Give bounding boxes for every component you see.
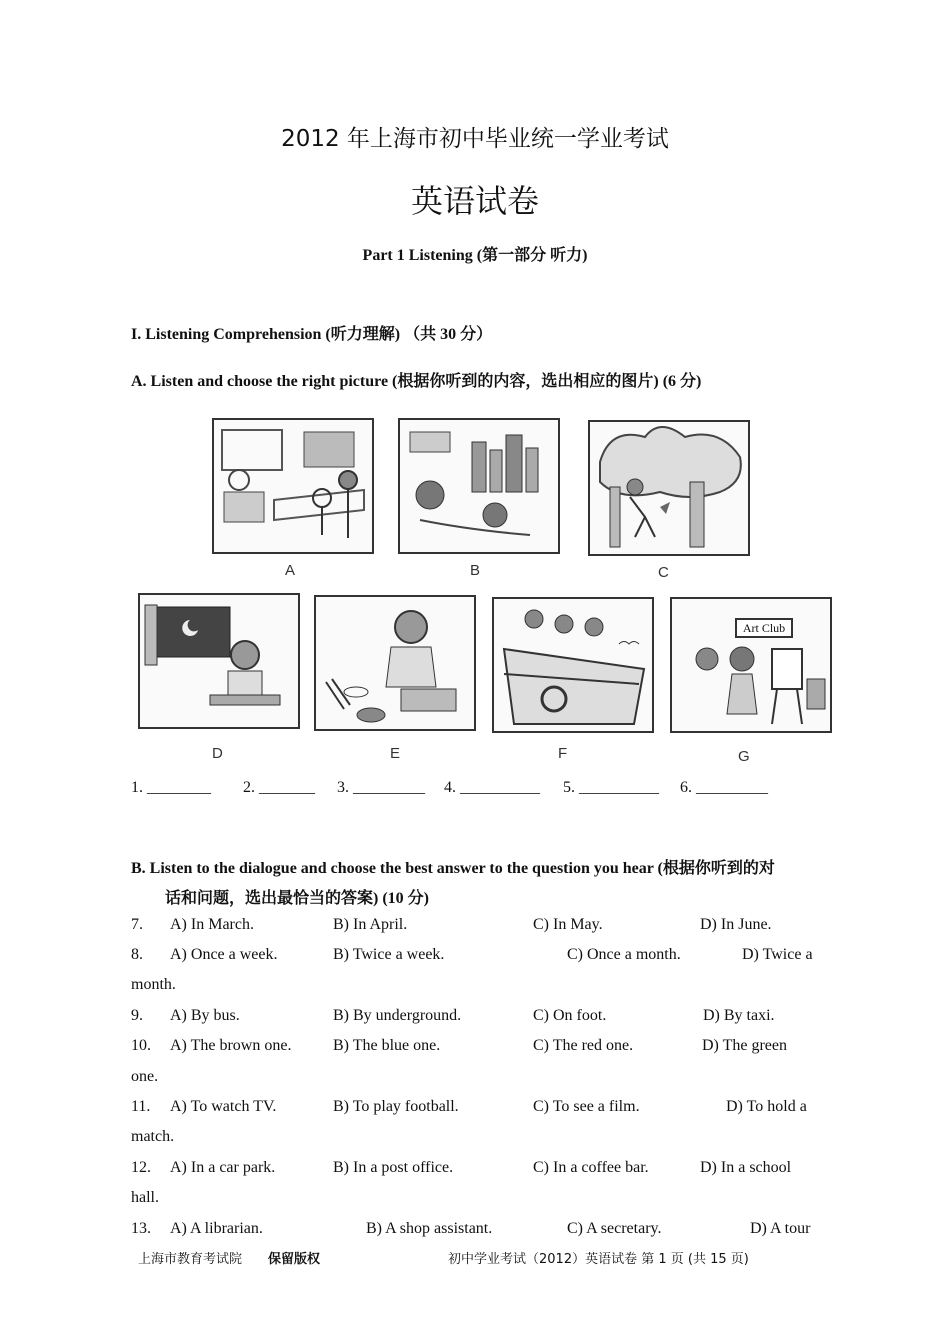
picture-f-label: F <box>558 745 568 762</box>
footer-page-info: 初中学业考试（2012）英语试卷 第 1 页 (共 15 页) <box>448 1252 749 1267</box>
picture-d-label: D <box>212 745 223 762</box>
option-b[interactable]: B) In a post office. <box>333 1159 454 1176</box>
option-c[interactable]: C) A secretary. <box>567 1220 662 1237</box>
picture-f <box>492 597 654 733</box>
option-b[interactable]: B) A shop assistant. <box>366 1220 493 1237</box>
question-number: 9. <box>131 1007 143 1024</box>
part-heading: Part 1 Listening (第一部分 听力) <box>362 247 588 264</box>
option-c[interactable]: C) To see a film. <box>533 1098 640 1115</box>
question-number: 7. <box>131 916 143 933</box>
option-b[interactable]: B) By underground. <box>333 1007 462 1024</box>
answer-blank-2[interactable]: 2. _______ <box>243 779 315 796</box>
city-view-illustration <box>400 420 558 552</box>
option-d[interactable]: D) In a school <box>700 1159 792 1176</box>
picture-c-label: C <box>658 564 669 581</box>
option-a[interactable]: A) The brown one. <box>170 1037 292 1054</box>
option-d-wrap: hall. <box>131 1189 159 1206</box>
question-number: 13. <box>131 1220 151 1237</box>
shopping-scene-illustration <box>214 420 372 552</box>
reading-at-night-illustration <box>140 595 298 727</box>
question-number: 11. <box>131 1098 151 1115</box>
option-b[interactable]: B) The blue one. <box>333 1037 441 1054</box>
picture-b-label: B <box>470 562 481 579</box>
option-d[interactable]: D) The green <box>702 1037 787 1054</box>
option-a[interactable]: A) In a car park. <box>170 1159 276 1176</box>
option-d-wrap: match. <box>131 1128 175 1145</box>
section-b-heading: B. Listen to the dialogue and choose the best answer to the question you hear (根据你听到的对 <box>131 860 775 877</box>
picture-a-label: A <box>285 562 296 579</box>
art-club-illustration <box>672 599 830 731</box>
tree-climbing-illustration <box>590 422 748 554</box>
answer-blank-4[interactable]: 4. __________ <box>444 779 540 796</box>
option-c[interactable]: C) Once a month. <box>567 946 681 963</box>
picture-d <box>138 593 300 729</box>
paper-title: 英语试卷 <box>410 182 539 220</box>
footer-publisher: 上海市教育考试院 <box>138 1252 243 1267</box>
option-d[interactable]: D) A tour <box>750 1220 811 1237</box>
picture-e <box>314 595 476 731</box>
answer-blank-5[interactable]: 5. __________ <box>563 779 659 796</box>
option-d[interactable]: D) Twice a <box>742 946 813 963</box>
question-number: 10. <box>131 1037 151 1054</box>
question-number: 12. <box>131 1159 151 1176</box>
section-i-heading: I. Listening Comprehension (听力理解) （共 30 分） <box>131 326 493 343</box>
option-a[interactable]: A) In March. <box>170 916 254 933</box>
option-d-wrap: one. <box>131 1068 159 1085</box>
picture-g <box>670 597 832 733</box>
cooking-illustration <box>316 597 474 729</box>
option-a[interactable]: A) Once a week. <box>170 946 278 963</box>
question-number: 8. <box>131 946 143 963</box>
option-d-wrap: month. <box>131 976 176 993</box>
option-a[interactable]: A) A librarian. <box>170 1220 263 1237</box>
option-d[interactable]: D) By taxi. <box>703 1007 775 1024</box>
answer-blank-6[interactable]: 6. _________ <box>680 779 768 796</box>
option-c[interactable]: C) In May. <box>533 916 603 933</box>
option-d[interactable]: D) To hold a <box>726 1098 807 1115</box>
option-a[interactable]: A) By bus. <box>170 1007 240 1024</box>
picture-c <box>588 420 750 556</box>
picture-a <box>212 418 374 554</box>
answer-blank-3[interactable]: 3. _________ <box>337 779 425 796</box>
art-club-sign: Art Club <box>742 621 786 635</box>
option-c[interactable]: C) The red one. <box>533 1037 634 1054</box>
option-b[interactable]: B) To play football. <box>333 1098 459 1115</box>
section-a-heading: A. Listen and choose the right picture (根据你听到的内容，选出相应的图片) (6 分) <box>131 373 702 390</box>
option-b[interactable]: B) In April. <box>333 916 408 933</box>
option-c[interactable]: C) On foot. <box>533 1007 607 1024</box>
section-b-heading-cont: 话和问题，选出最恰当的答案) (10 分) <box>165 890 429 907</box>
exam-title: 2012 年上海市初中毕业统一学业考试 <box>281 126 669 152</box>
picture-b <box>398 418 560 554</box>
option-a[interactable]: A) To watch TV. <box>170 1098 277 1115</box>
boat-trip-illustration <box>494 599 652 731</box>
option-d[interactable]: D) In June. <box>700 916 772 933</box>
option-c[interactable]: C) In a coffee bar. <box>533 1159 649 1176</box>
option-b[interactable]: B) Twice a week. <box>333 946 445 963</box>
footer-rights: 保留版权 <box>268 1252 321 1267</box>
answer-blank-1[interactable]: 1. ________ <box>131 779 211 796</box>
picture-e-label: E <box>390 745 401 762</box>
picture-g-label: G <box>738 748 750 765</box>
